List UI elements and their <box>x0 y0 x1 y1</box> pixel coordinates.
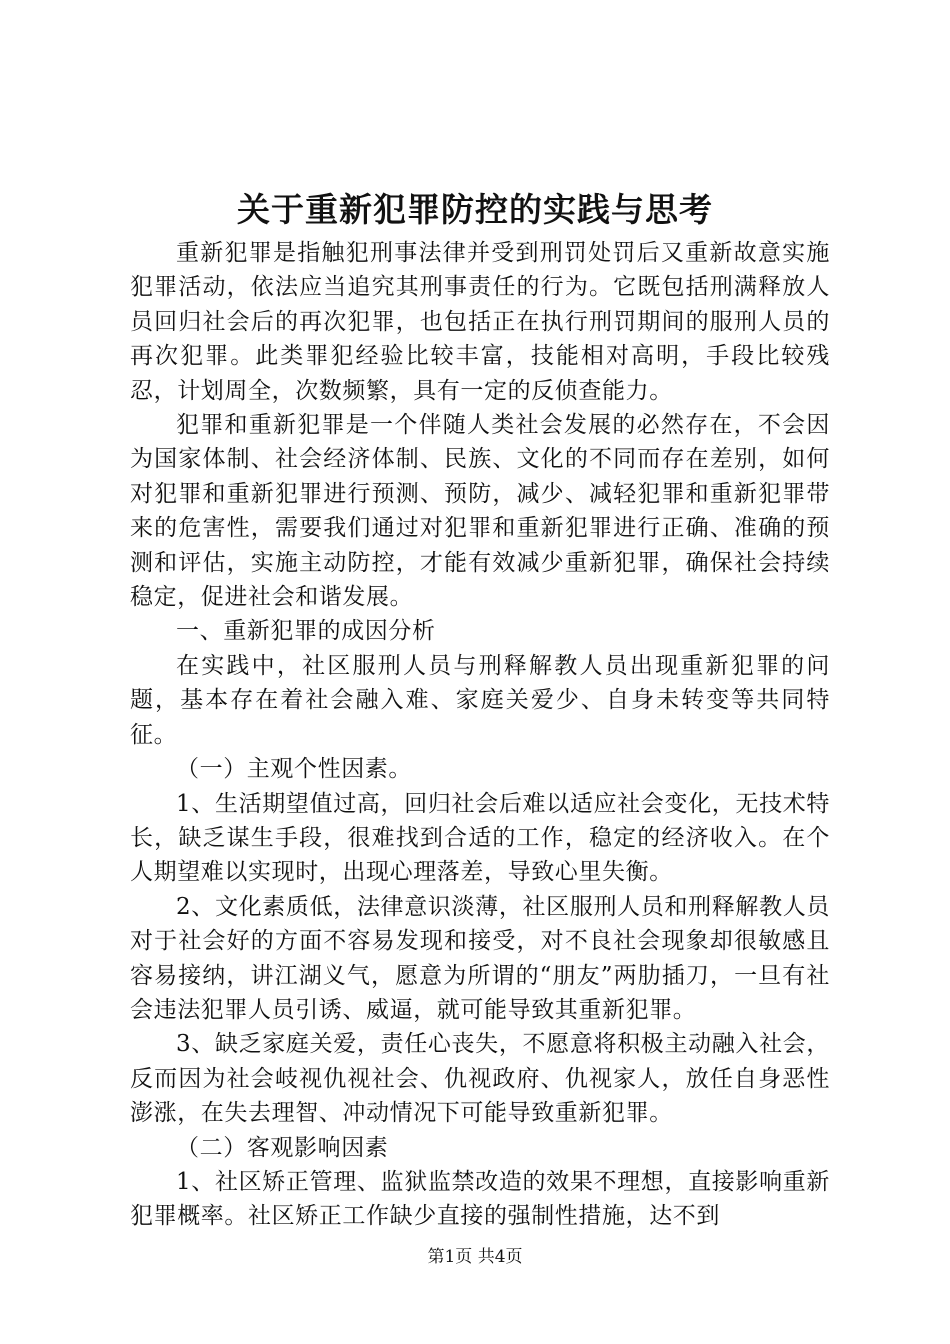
subsection-heading-objective: （二）客观影响因素 <box>176 1134 389 1161</box>
page-footer: 第1页 共4页 <box>427 1247 523 1267</box>
subsection-heading-subjective: （一）主观个性因素。 <box>176 756 412 783</box>
paragraph-item-3: 3、缺乏家庭关爱，责任心丧失，不愿意将积极主动融入社会，反而因为社会岐视仇视社会、仇视政府、仇视家人，放任自身恶性澎涨，在失去理智、冲动情况下可能导致重新犯罪。 <box>130 1031 830 1127</box>
paragraph-background: 犯罪和重新犯罪是一个伴随人类社会发展的必然存在，不会因为国家体制、社会经济体制、民族、文化的不同而存在差别，如何对犯罪和重新犯罪进行预测、预防，减少、减轻犯罪和重新犯罪带来的危害性，需要我们通过对犯罪和重新犯罪进行正确、准确的预测和评估，实施主动防控，才能有效减少重新犯罪，确保社会持续稳定，促进社会和谐发展。 <box>130 412 830 611</box>
document-body <box>130 236 830 1234</box>
paragraph-item-2: 2、文化素质低，法律意识淡薄，社区服刑人员和刑释解教人员对于社会好的方面不容易发现和接受，对不良社会现象却很敏感且容易接纳，讲江湖义气，愿意为所谓的“朋友”两肋插刀，一旦有社会违法犯罪人员引诱、威逼，就可能导致其重新犯罪。 <box>130 893 830 1023</box>
paragraph-objective-item-1: 1、社区矫正管理、监狱监禁改造的效果不理想，直接影响重新犯罪概率。社区矫正工作缺少直接的强制性措施，达不到 <box>130 1168 830 1230</box>
paragraph-definition: 重新犯罪是指触犯刑事法律并受到刑罚处罚后又重新故意实施犯罪活动，依法应当追究其刑事责任的行为。它既包括刑满释放人员回归社会后的再次犯罪，也包括正在执行刑罚期间的服刑人员的再次犯罪。此类罪犯经验比较丰富，技能相对高明，手段比较残忍，计划周全，次数频繁，具有一定的反侦查能力。 <box>130 240 830 404</box>
section-heading-causes: 一、重新犯罪的成因分析 <box>176 618 436 645</box>
document-title: 关于重新犯罪防控的实践与思考 <box>237 190 713 229</box>
paragraph-practice: 在实践中，社区服刑人员与刑释解教人员出现重新犯罪的问题，基本存在着社会融入难、家庭关爱少、自身未转变等共同特征。 <box>130 652 830 748</box>
paragraph-item-1: 1、生活期望值过高，回归社会后难以适应社会变化，无技术特长，缺乏谋生手段，很难找到合适的工作，稳定的经济收入。在个人期望难以实现时，出现心理落差，导致心里失衡。 <box>130 790 830 886</box>
